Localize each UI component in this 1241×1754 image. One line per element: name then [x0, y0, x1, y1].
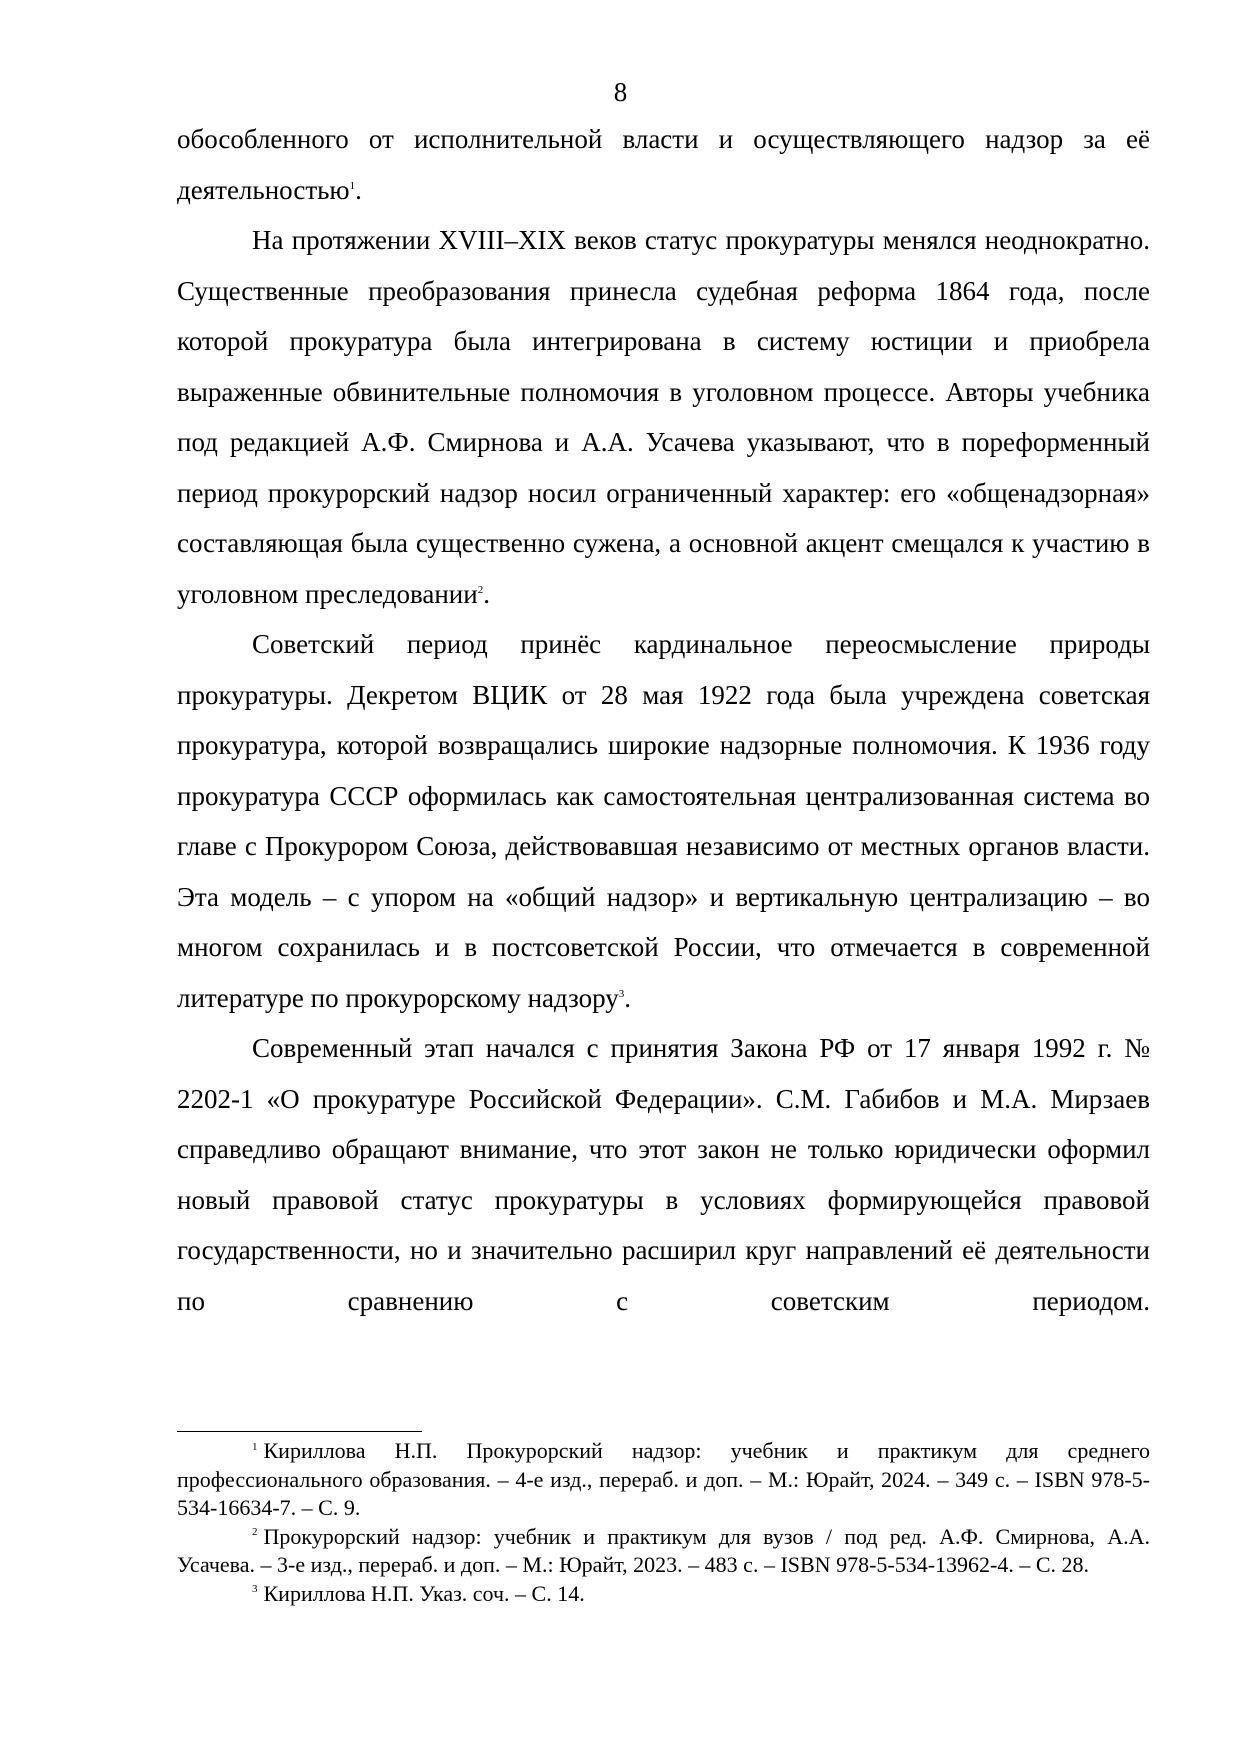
footnote-mark: 1 [252, 1440, 258, 1453]
footnote-reference[interactable]: 1 [349, 179, 356, 192]
page-number: 8 [613, 77, 628, 107]
paragraph-tail: . [355, 174, 362, 205]
footnote-item [177, 1437, 1150, 1523]
footnotes [177, 1437, 1150, 1608]
paragraph-text: На протяжении XVIII–XIX веков статус прокуратуры менялся неоднократно. Существенные преобразования принесла судебная реформа 1864 года, после которой прокуратура была интегрирована в систему юстиции и приобрела выраженные обвинительные полномочия в уголовном процессе. Авторы учебника под редакцией А.Ф. Смирнова и А.А. Усачева указывают, что в пореформенный период прокурорский надзор носил ограниченный характер: его «общенадзорная» составляющая была существенно сужена, а основной акцент смещался к участию в уголовном преследовании [177, 225, 1150, 609]
paragraph-text: обособленного от исполнительной власти и осуществляющего надзор за её деятельностью [177, 124, 1150, 205]
footnote-item [177, 1523, 1150, 1580]
paragraph-modern [177, 1023, 1150, 1326]
footnote-mark: 2 [252, 1526, 258, 1539]
paragraph-text: Современный этап начался с принятия Закона РФ от 17 января 1992 г. № 2202-1 «О прокуратуре Российской Федерации». С.М. Габибов и М.А. Мирзаев справедливо обращают внимание, что этот закон не только юридически оформил новый правовой статус прокуратуры в условиях формирующейся правовой государственности, но и значительно расширил круг направлений её деятельности по сравнению с советским периодом. [177, 1033, 1150, 1316]
footnote-reference[interactable]: 2 [477, 583, 484, 596]
footnote-text: Кириллова Н.П. Указ. соч. – С. 14. [263, 1580, 585, 1606]
paragraph-text: Советский период принёс кардинальное переосмысление природы прокуратуры. Декретом ВЦИК от 28 мая 1922 года была учреждена советская прокуратура, которой возвращались широкие надзорные полномочия. К 1936 году прокуратура СССР оформилась как самостоятельная централизованная система во главе с Прокурором Союза, действовавшая независимо от местных органов власти. Эта модель – с упором на «общий надзор» и вертикальную централизацию – во многом сохранилась и в постсоветской России, что отмечается в современной литературе по прокурорскому надзору [177, 629, 1150, 1013]
paragraph-continuation [177, 114, 1150, 215]
paragraph-tail: . [624, 982, 632, 1013]
footnote-reference[interactable]: 3 [618, 987, 625, 1000]
footnote-item [177, 1580, 1150, 1609]
paragraph-soviet [177, 619, 1150, 1023]
footnote-separator [177, 1431, 422, 1432]
body-text [177, 114, 1150, 1326]
footnote-text: Кириллова Н.П. Прокурорский надзор: учебник и практикум для среднего профессионального образования. – 4-е изд., перераб. и доп. – М.: Юрайт, 2024. – 349 с. – ISBN 978-5-534-16634-7. – С. 9. [177, 1438, 1150, 1520]
footnote-mark: 3 [252, 1583, 258, 1596]
paragraph-tail: . [483, 578, 490, 609]
paragraph-prereform [177, 215, 1150, 619]
footnote-text: Прокурорский надзор: учебник и практикум для вузов / под ред. А.Ф. Смирнова, А.А. Усачева. – 3-е изд., перераб. и доп. – М.: Юрайт, 2023. – 483 с. – ISBN 978-5-534-13962-4. – С. 28. [177, 1523, 1150, 1577]
